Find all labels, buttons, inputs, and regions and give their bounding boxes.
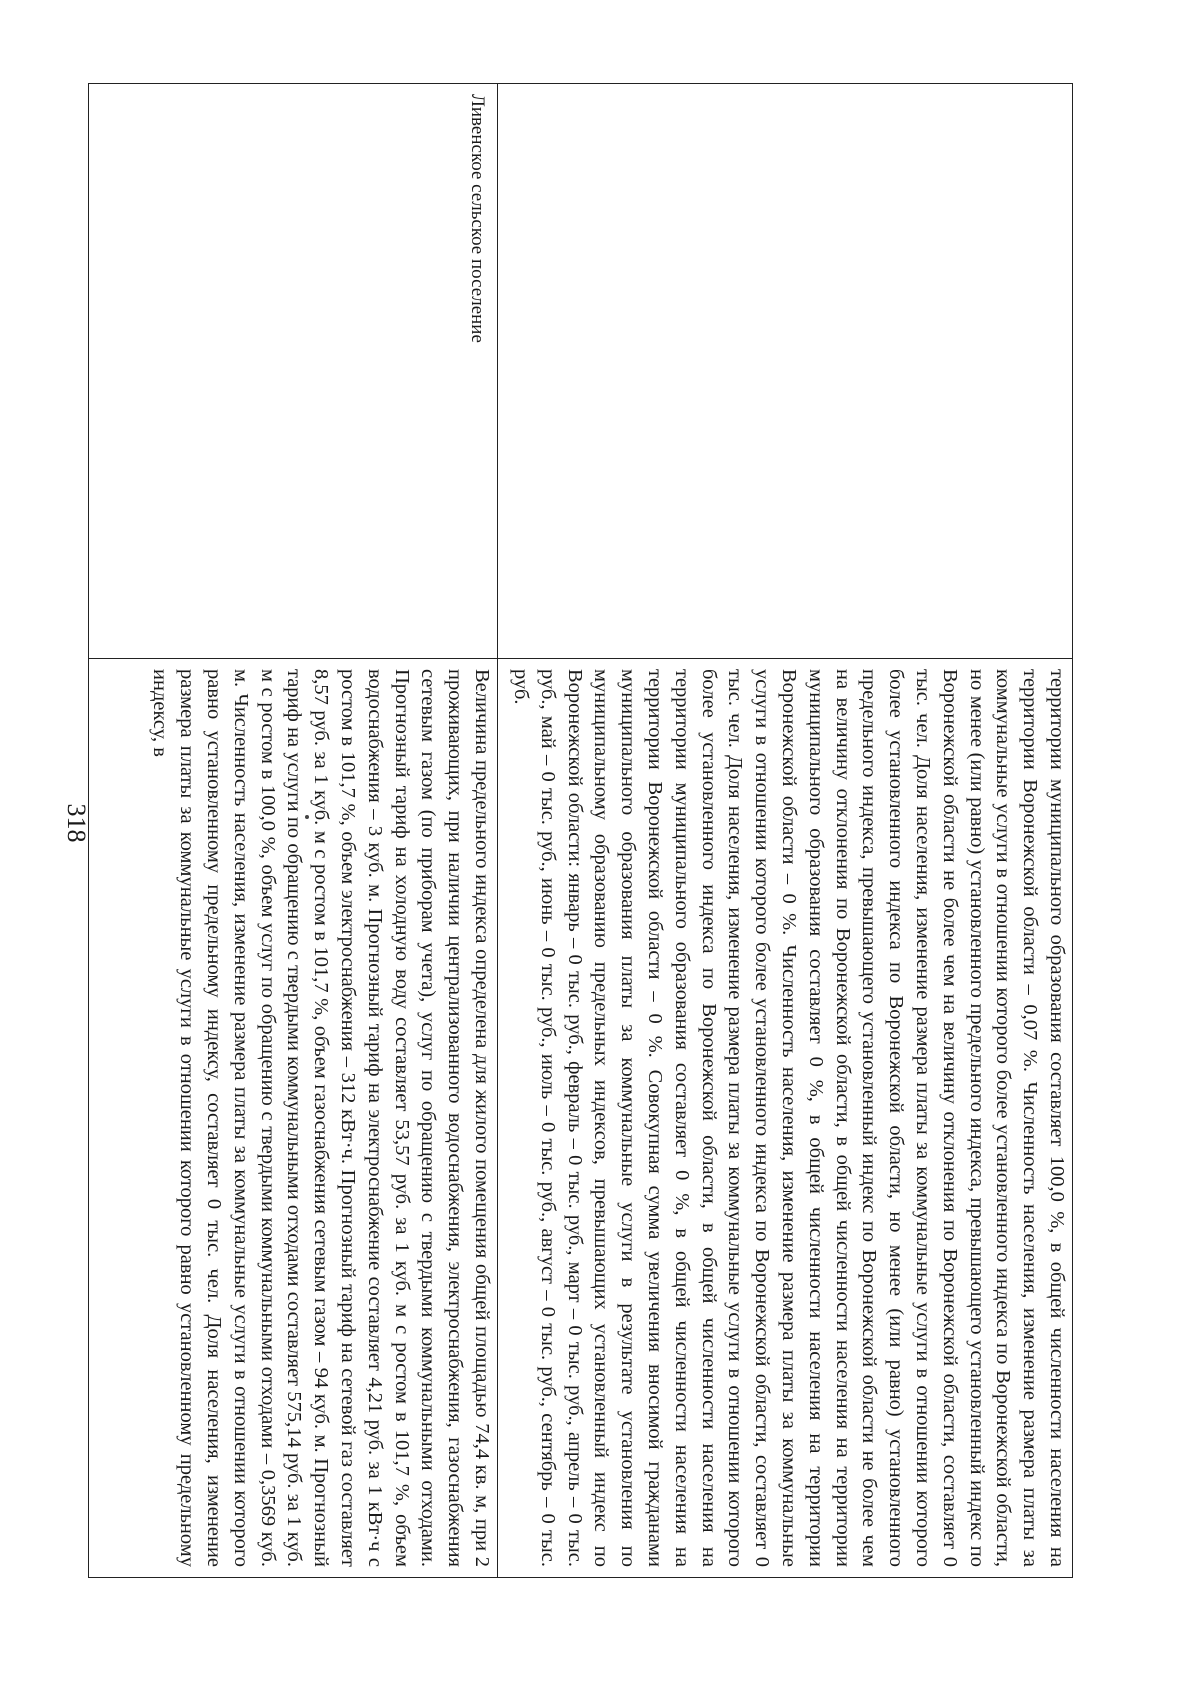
municipality-cell (498, 84, 1072, 659)
description-text: территории муниципального образования составляет 100,0 %, в общей численности населения на территории Воронежской области – 0,07 %. Численность населения, изменение размера платы за коммунальные услуги в отношении которого более установленного индекса по Воронежской области, но менее (или равно) установленного предельного индекса, превышающего установленный индекс по Воронежской области не более чем на величину отклонения по Воронежской области, составляет 0 тыс. чел. Доля населения, изменение размера платы за коммунальные услуги в отношении которого более установленного индекса по Воронежской области, но менее (или равно) установленного предельного индекса, превышающего установленный индекс по Воронежской области не более чем на величину отклонения по Воронежской области, в общей численности населения на территории муниципального образования составляет 0 %, в общей численности населения на территории Воронежской области – 0 %. Численность населения, изменение размера платы за коммунальные услуги в отношении которого более установленного индекса по Воронежской области, составляет 0 тыс. чел. Доля населения, изменение размера платы за коммунальные услуги в отношении которого более установленного индекса по Воронежской области, в общей численности населения на территории муниципального образования составляет 0 %, в общей численности населения на территории Воронежской области – 0 %. Совокупная сумма увеличения вносимой гражданами муниципального образования платы за коммунальные услуги в результате установления по муниципальному образованию предельных индексов, превышающих установленный индекс по Воронежской области: январь – 0 тыс. руб., февраль – 0 тыс. руб., март – 0 тыс. руб., апрель – 0 тыс. руб., май – 0 тыс. руб., июнь – 0 тыс. руб., июль – 0 тыс. руб., август – 0 тыс. руб., сентябрь – 0 тыс. руб. (509, 668, 1068, 1567)
page-number: 318 (62, 803, 91, 843)
description-cell (498, 659, 1072, 1577)
municipality-cell: Ливенское сельское поселение (89, 84, 497, 659)
table-row (497, 84, 1072, 1577)
tariff-index-table (88, 83, 1073, 1578)
description-text: Величина предельного индекса определена для жилого помещения общей площадью 74,4 кв. м, при 2 проживающих, при наличии централизованного водоснабжения, электроснабжения, газоснабжения сетевым газом (по приборам учета), услуг по обращению с твердыми коммунальными отходами. Прогнозный тариф на холодную воду составляет 53,57 руб. за 1 куб. м с ростом в 101,7 %, объем водоснабжения – 3 куб. м. Прогнозный тариф на электроснабжение составляет 4,21 руб. за 1 кВт·ч с ростом в 101,7 %, объем электроснабжения – 312 кВт·ч. Прогнозный тариф на сетевой газ составляет 8,57 руб. за 1 куб. м с ростом в 101,7 %, объем газоснабжения сетевым газом – 94 куб. м. Прогнозный тариф на услуги по обращению с твердыми коммунальными отходами составляет 575,14 руб. за 1 куб. м с ростом в 100,0 %, объем услуг по обращению с твердыми коммунальными отходами – 0,3569 куб. м. Численность населения, изменение размера платы за коммунальные услуги в отношении которого равно установленному предельному индексу, составляет 0 тыс. чел. Доля населения, изменение размера платы за коммунальные услуги в отношении которого равно установленному предельному индексу, в (148, 668, 493, 1567)
table-row (89, 84, 497, 1577)
description-cell (89, 659, 497, 1577)
